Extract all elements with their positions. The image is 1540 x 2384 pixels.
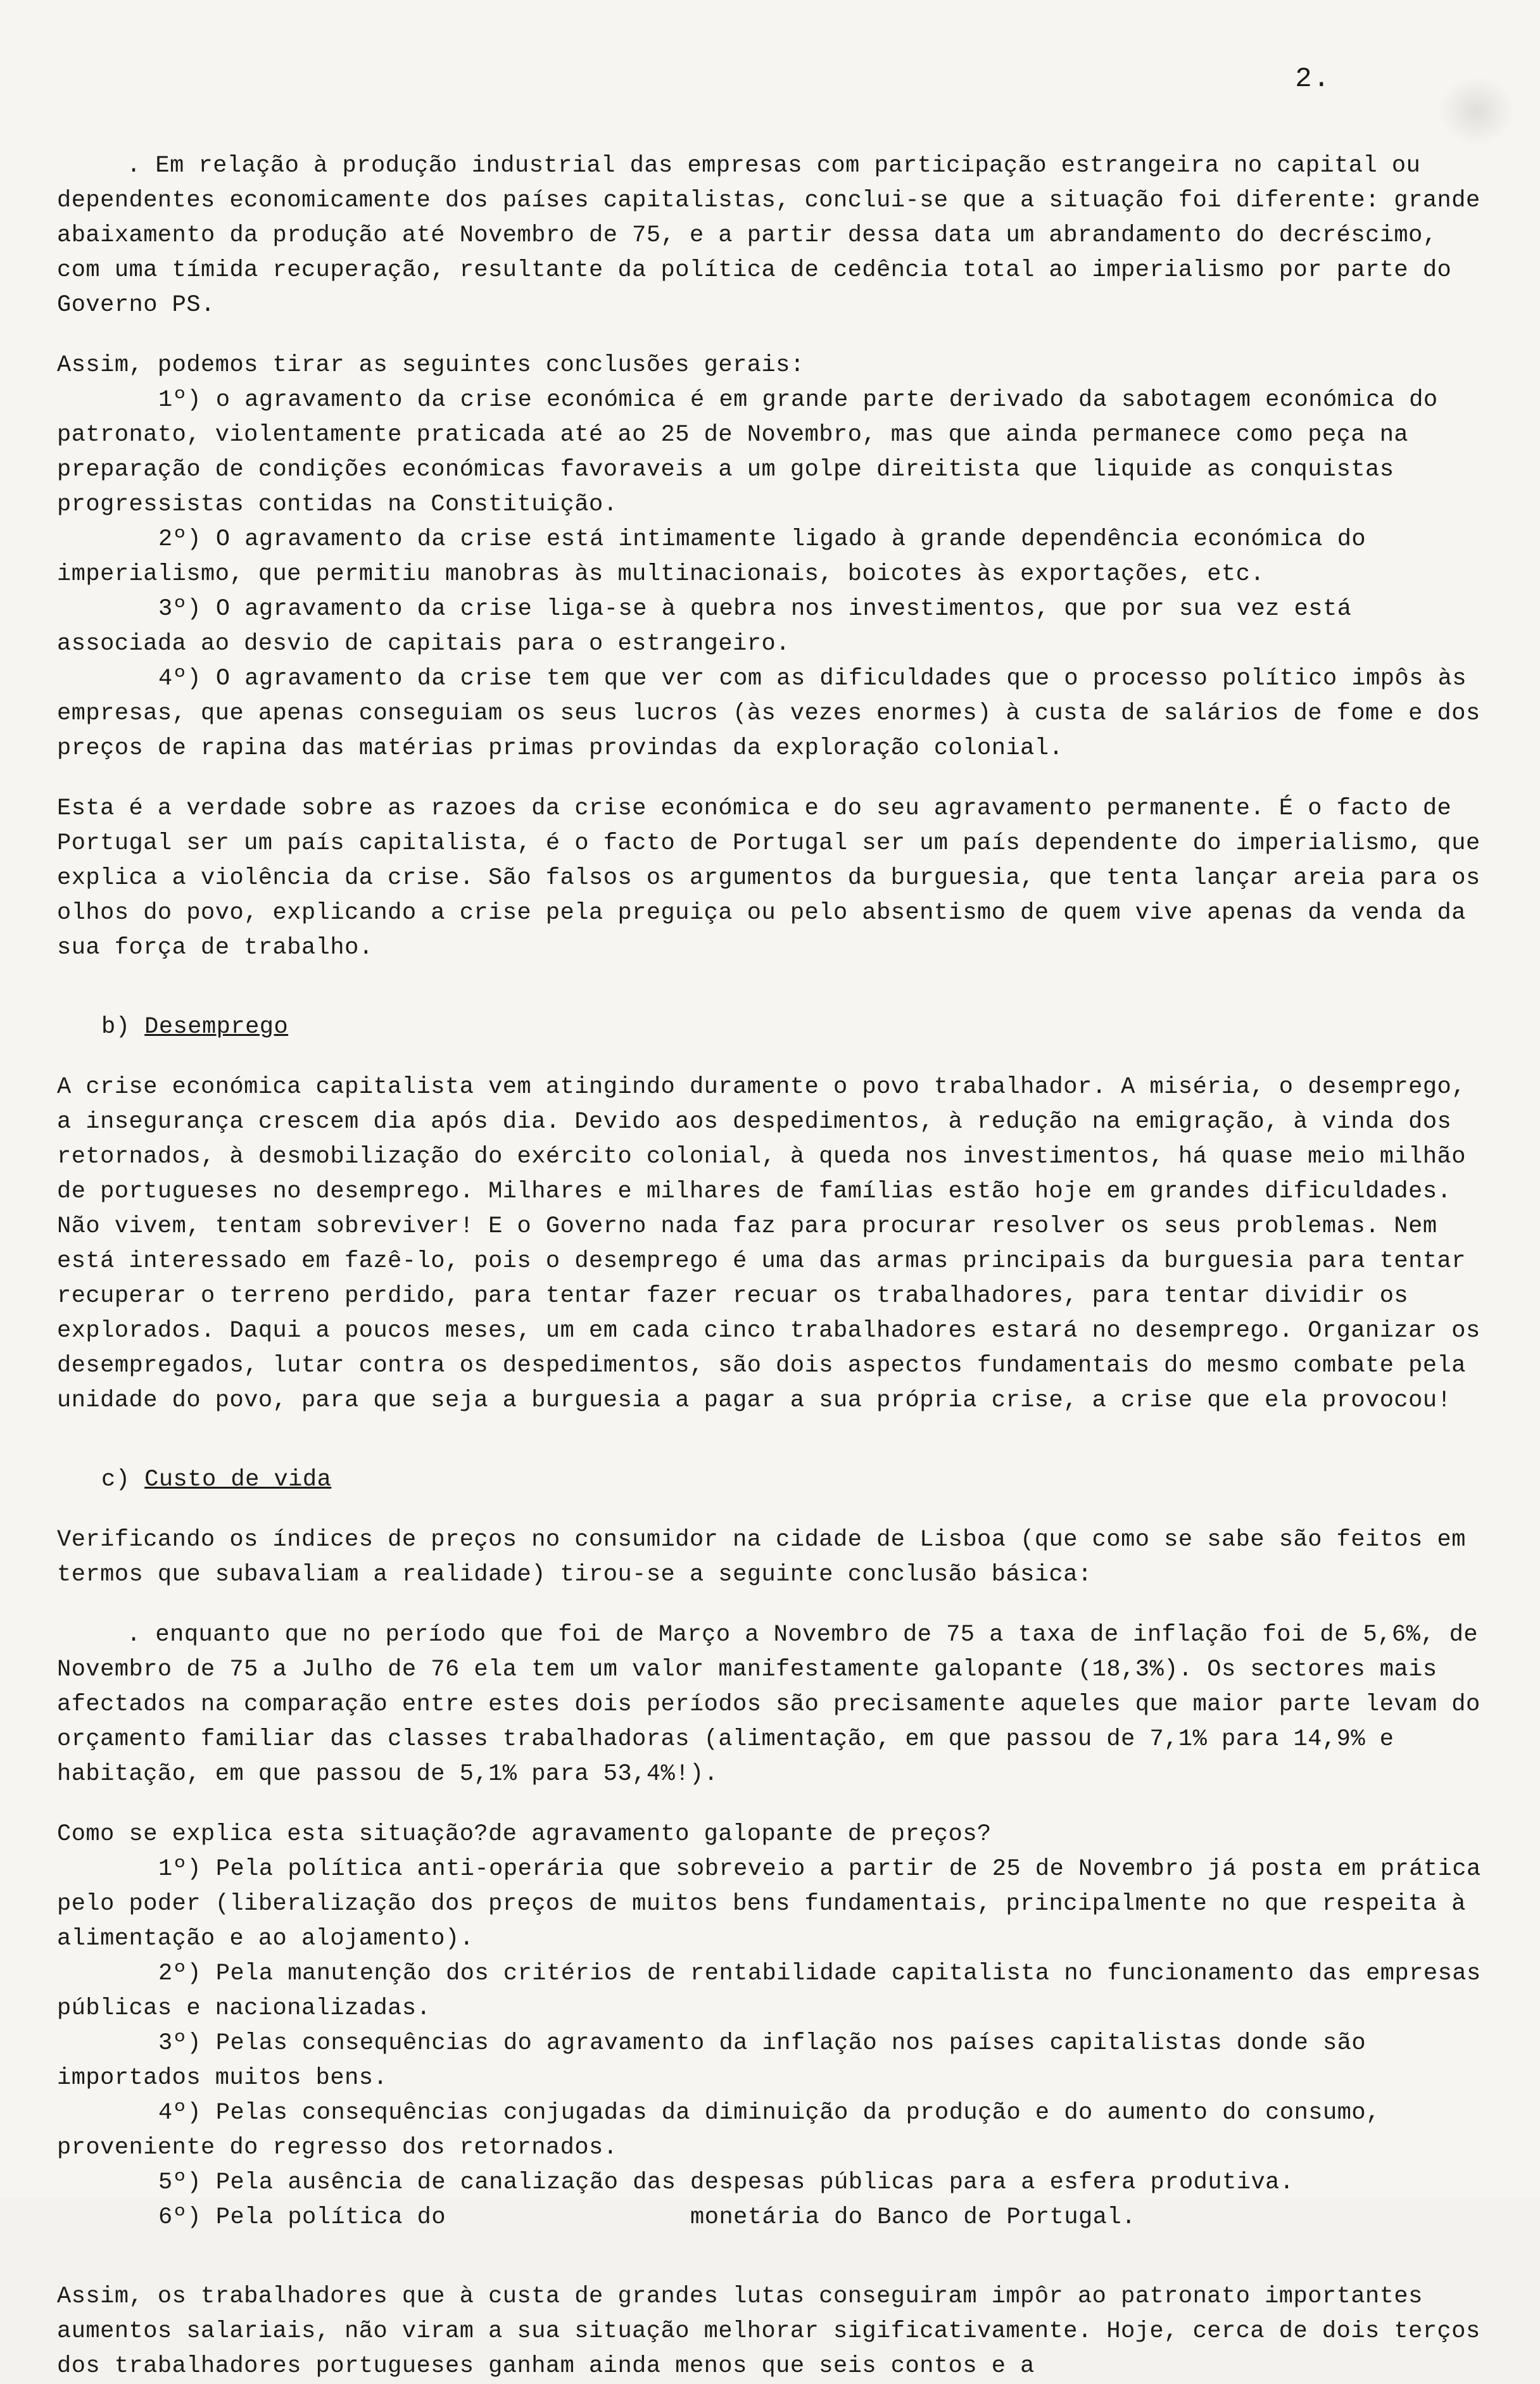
- section-c-heading: [101, 1463, 1482, 1498]
- conclusion-item: 4º) O agravamento da crise tem que ver com as dificuldades que o processo político impôs às empresas, que apenas conseguiam os seus lucros (às vezes enormes) à custa de salários de fome e dos preços de rapina das matérias primas provindas da exploração colonial.: [57, 665, 1480, 762]
- section-b-marker: b): [101, 1014, 130, 1040]
- paper-smudge: [1439, 76, 1515, 146]
- section-c-question: Como se explica esta situação?de agravamento galopante de preços?: [57, 1821, 992, 1848]
- conclusion-item: 3º) O agravamento da crise liga-se à quebra nos investimentos, que por sua vez está associada ao desvio de capitais para o estrangeiro.: [57, 596, 1352, 657]
- reason-item: 5º) Pela ausência de canalização das despesas públicas para a esfera produtiva.: [158, 2169, 1294, 2196]
- conclusion-item: 2º) O agravamento da crise está intimamente ligado à grande dependência económica do imperialismo, que permitiu manobras às multinacionais, boicotes às exportações, etc.: [57, 526, 1366, 588]
- section-b-text: A crise económica capitalista vem atingindo duramente o povo trabalhador. A miséria, o desemprego, a insegurança crescem dia após dia. Devido aos despedimentos, à redução na emigração, à vinda dos retornados, à desmobilização do exército colonial, à queda nos investimentos, há quase meio milhão de portugueses no desemprego. Milhares e milhares de famílias estão hoje em grandes dificuldades. Não vivem, tentam sobreviver! E o Governo nada faz para procurar resolver os seus problemas. Nem está interessado em fazê-lo, pois o desemprego é uma das armas principais da burguesia para tentar recuperar o terreno perdido, para tentar fazer recuar os trabalhadores, para tentar dividir os explorados. Daqui a poucos meses, um em cada cinco trabalhadores estará no desemprego. Organizar os desempregados, lutar contra os despedimentos, são dois aspectos fundamentais do mesmo combate pela unidade do povo, para que seja a burguesia a pagar a sua própria crise, a crise que ela provocou!: [57, 1074, 1480, 1414]
- closing-paragraph: Assim, os trabalhadores que à custa de grandes lutas conseguiram impôr ao patronato importantes aumentos salariais, não viram a sua situação melhorar sigificativamente. Hoje, cerca de dois terços dos trabalhadores portugueses ganham ainda menos que seis contos e a: [57, 2283, 1480, 2380]
- page-number: 2.: [1295, 63, 1331, 95]
- section-b-title: Desemprego: [144, 1014, 289, 1040]
- section-b-heading: [101, 1010, 1482, 1045]
- document-body: [57, 149, 1482, 2384]
- section-c-marker: c): [101, 1466, 130, 1493]
- reason-item: 2º) Pela manutenção dos critérios de rentabilidade capitalista no funcionamento das empresas públicas e nacionalizadas.: [57, 1960, 1481, 2022]
- truth-paragraph: Esta é a verdade sobre as razoes da crise económica e do seu agravamento permanente. É o facto de Portugal ser um país capitalista, é o facto de Portugal ser um país dependente do imperialismo, que explica a violência da crise. São falsos os argumentos da burguesia, que tenta lançar areia para os olhos do povo, explicando a crise pela preguiça ou pelo absentismo de quem vive apenas da venda da sua força de trabalho.: [57, 795, 1480, 961]
- conclusion-item: 1º) o agravamento da crise económica é em grande parte derivado da sabotagem económica do patronato, violentamente praticada até ao 25 de Novembro, mas que ainda permanece como peça na preparação de condições económicas favoraveis a um golpe direitista que liquide as conquistas progressistas contidas na Constituição.: [57, 387, 1438, 518]
- section-c-bullet: . enquanto que no período que foi de Março a Novembro de 75 a taxa de inflação foi de 5,6%, de Novembro de 75 a Julho de 76 ela tem um valor manifestamente galopante (18,3%). Os sectores mais afectados na comparação entre estes dois períodos são precisamente aqueles que maior parte levam do orçamento familiar das classes trabalhadoras (alimentação, em que passou de 7,1% para 14,9% e habitação, em que passou de 5,1% para 53,4%!).: [57, 1622, 1480, 1788]
- reason-item: 1º) Pela política anti-operária que sobreveio a partir de 25 de Novembro já posta em prática pelo poder (liberalização dos preços de muitos bens fundamentais, principalmente no que respeita à alimentação e ao alojamento).: [57, 1856, 1481, 1952]
- reason-item: 3º) Pelas consequências do agravamento da inflação nos países capitalistas donde são importados muitos bens.: [57, 2030, 1366, 2091]
- reason-item: 4º) Pelas consequências conjugadas da diminuição da produção e do aumento do consumo, proveniente do regresso dos retornados.: [57, 2100, 1380, 2161]
- intro-paragraph: . Em relação à produção industrial das empresas com participação estrangeira no capital ou dependentes economicamente dos países capitalistas, conclui-se que a situação foi diferente: grande abaixamento da produção até Novembro de 75, e a partir dessa data um abrandamento do decréscimo, com uma tímida recuperação, resultante da política de cedência total ao imperialismo por parte do Governo PS.: [57, 153, 1480, 318]
- conclusions-intro: Assim, podemos tirar as seguintes conclusões gerais:: [57, 352, 805, 379]
- section-c-text: Verificando os índices de preços no consumidor na cidade de Lisboa (que como se sabe são feitos em termos que subavaliam a realidade) tirou-se a seguinte conclusão básica:: [57, 1527, 1466, 1588]
- reason-item: 6º) Pela política do monetária do Banco de Portugal.: [158, 2204, 1136, 2231]
- section-c-title: Custo de vida: [144, 1466, 332, 1493]
